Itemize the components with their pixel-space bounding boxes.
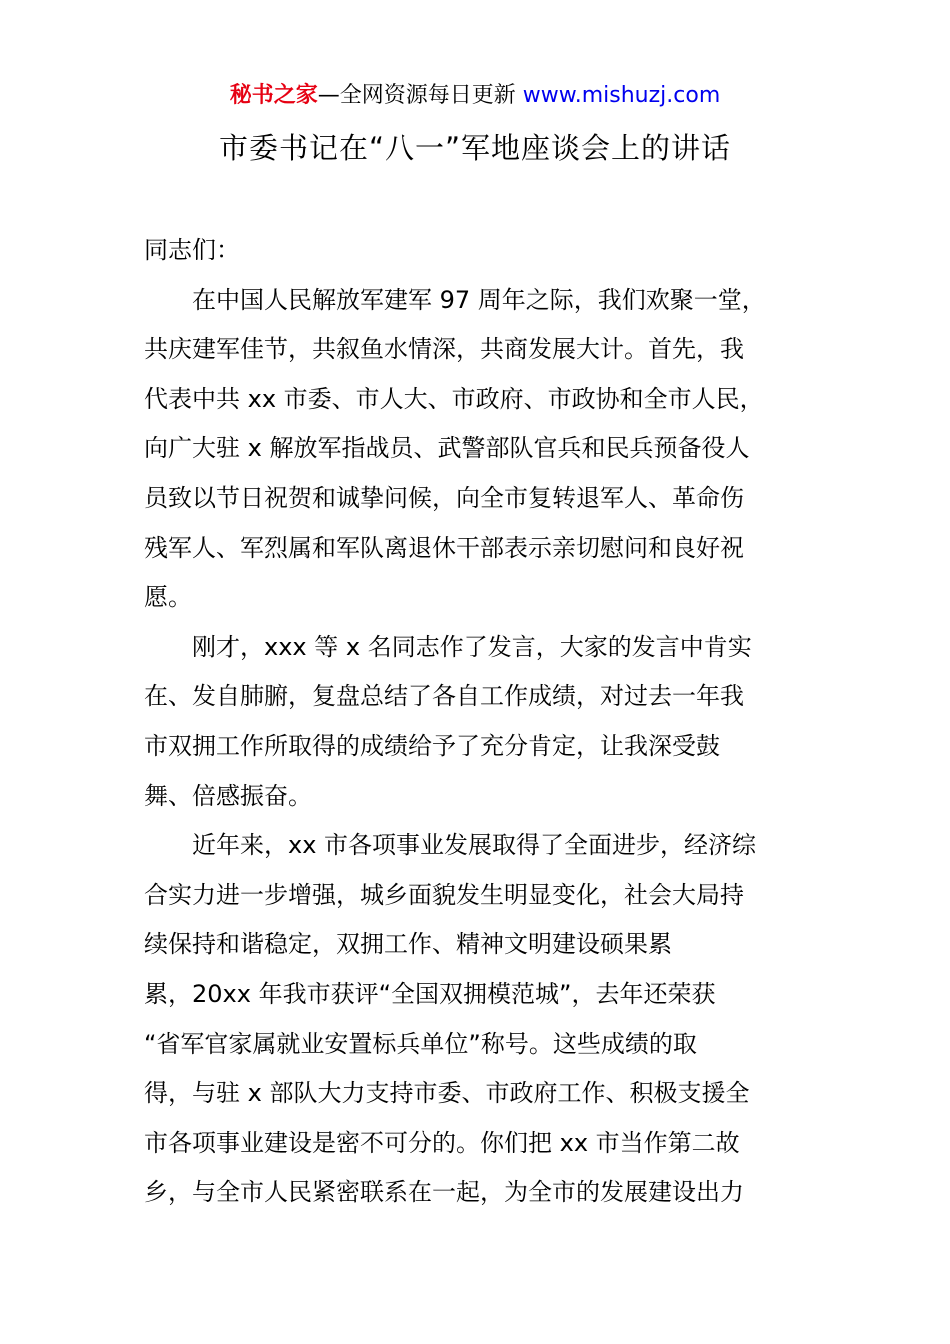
text-line: 累，20xx 年我市获评“全国双拥模范城”，去年还荣获 xyxy=(144,979,716,1008)
text-line: 共庆建军佳节，共叙鱼水情深，共商发展大计。首先，我 xyxy=(144,335,744,364)
text-line: 向广大驻 x 解放军指战员、武警部队官兵和民兵预备役人 xyxy=(144,434,750,463)
text-line: 合实力进一步增强，城乡面貌发生明显变化，社会大局持 xyxy=(144,880,744,909)
site-header xyxy=(0,80,950,112)
document-body xyxy=(144,226,824,1218)
text-line: 得，与驻 x 部队大力支持市委、市政府工作、积极支援全 xyxy=(144,1079,750,1108)
text-line: 刚才，xxx 等 x 名同志作了发言，大家的发言中肯实 xyxy=(192,632,752,661)
text-line: 市双拥工作所取得的成绩给予了充分肯定，让我深受鼓 xyxy=(144,731,720,760)
text-line: 代表中共 xx 市委、市人大、市政府、市政协和全市人民， xyxy=(144,384,764,413)
text-line: 残军人、军烈属和军队离退休干部表示亲切慰问和良好祝 xyxy=(144,533,744,562)
text-line: 市各项事业建设是密不可分的。你们把 xx 市当作第二故 xyxy=(144,1128,740,1157)
text-line: 愿。 xyxy=(144,583,192,612)
site-brand: 秘书之家 xyxy=(229,83,318,108)
text-line: 近年来，xx 市各项事业发展取得了全面进步，经济综 xyxy=(192,831,757,860)
text-line: 员致以节日祝贺和诚挚问候，向全市复转退军人、革命伤 xyxy=(144,483,744,512)
text-line: 乡，与全市人民紧密联系在一起，为全市的发展建设出力 xyxy=(144,1178,744,1207)
site-url-link[interactable]: www.mishuzj.com xyxy=(522,83,721,108)
text-line: 同志们： xyxy=(144,236,240,264)
site-tagline: —全网资源每日更新 xyxy=(317,83,516,108)
text-line: “省军官家属就业安置标兵单位”称号。这些成绩的取 xyxy=(144,1029,697,1058)
text-line: 在中国人民解放军建军 97 周年之际，我们欢聚一堂， xyxy=(192,285,766,314)
document-title: 市委书记在“八一”军地座谈会上的讲话 xyxy=(218,131,732,165)
text-line: 续保持和谐稳定，双拥工作、精神文明建设硕果累 xyxy=(144,930,672,959)
text-line: 在、发自肺腑，复盘总结了各自工作成绩，对过去一年我 xyxy=(144,682,744,711)
text-line: 舞、倍感振奋。 xyxy=(144,781,312,810)
